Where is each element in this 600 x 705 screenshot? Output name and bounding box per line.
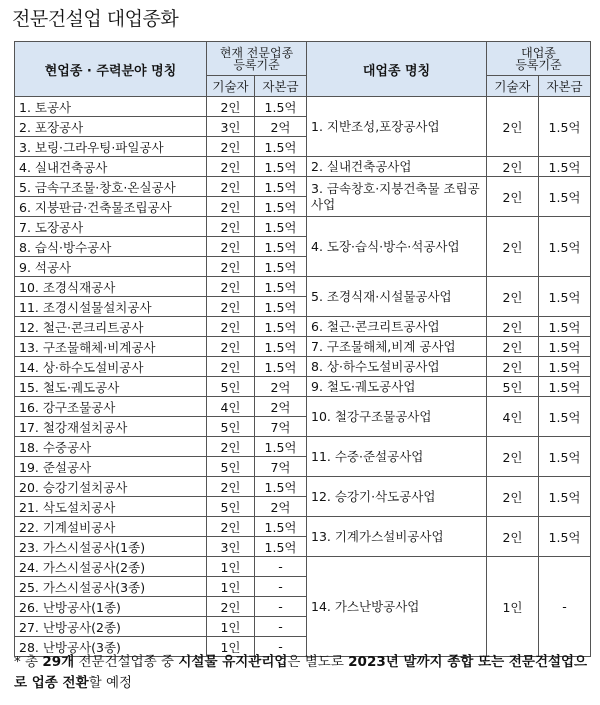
current-tech: 1인 — [207, 557, 255, 577]
current-capital: 1.5억 — [255, 137, 307, 157]
current-industry-name: 17. 철강재설치공사 — [15, 417, 207, 437]
table-row — [15, 157, 591, 177]
new-capital: 1.5억 — [539, 437, 591, 477]
new-industry-name: 11. 수중·준설공사업 — [307, 437, 487, 477]
current-industry-name: 25. 가스시설공사(3종) — [15, 577, 207, 597]
header-current-criteria — [207, 42, 307, 76]
new-tech: 2인 — [487, 337, 539, 357]
current-capital: 1.5억 — [255, 177, 307, 197]
footnote-text: 할 예정 — [88, 675, 133, 691]
header-current-criteria-line1: 현재 전문업종 — [219, 45, 294, 60]
new-tech: 2인 — [487, 277, 539, 317]
table-row — [15, 477, 591, 497]
current-capital: 1.5억 — [255, 337, 307, 357]
table-row — [15, 177, 591, 197]
current-capital: 1.5억 — [255, 97, 307, 117]
new-tech: 2인 — [487, 177, 539, 217]
current-industry-name: 4. 실내건축공사 — [15, 157, 207, 177]
header-current-capital: 자본금 — [255, 76, 307, 97]
current-industry-name: 23. 가스시설공사(1종) — [15, 537, 207, 557]
new-capital: 1.5억 — [539, 517, 591, 557]
new-industry-name: 8. 상·하수도설비공사업 — [307, 357, 487, 377]
page-title: 전문건설업 대업종화 — [12, 8, 179, 30]
current-capital: 1.5억 — [255, 237, 307, 257]
new-industry-name: 2. 실내건축공사업 — [307, 157, 487, 177]
table-row — [15, 357, 591, 377]
header-new-criteria — [487, 42, 591, 76]
current-capital: 1.5억 — [255, 197, 307, 217]
new-tech: 2인 — [487, 97, 539, 157]
current-tech: 2인 — [207, 517, 255, 537]
current-industry-name: 8. 습식·방수공사 — [15, 237, 207, 257]
new-industry-name: 12. 승강기·삭도공사업 — [307, 477, 487, 517]
current-capital: - — [255, 557, 307, 577]
new-industry-name: 1. 지반조성,포장공사업 — [307, 97, 487, 157]
current-tech: 2인 — [207, 177, 255, 197]
footnote-text: 은 별도로 — [287, 654, 349, 670]
current-tech: 5인 — [207, 377, 255, 397]
new-capital: 1.5억 — [539, 277, 591, 317]
current-capital: 1.5억 — [255, 477, 307, 497]
header-current-criteria-line2: 등록기준 — [233, 57, 280, 72]
footnote-bold: 2023년 말까지 종합 또는 전문건설업으로 업종 전환 — [14, 654, 588, 691]
current-industry-name: 5. 금속구조물·창호·온실공사 — [15, 177, 207, 197]
footnote-text: * 총 — [14, 654, 43, 670]
header-new-capital: 자본금 — [539, 76, 591, 97]
industry-conversion-table — [14, 41, 591, 657]
table-row — [15, 217, 591, 237]
current-capital: 1.5억 — [255, 517, 307, 537]
new-industry-name: 13. 기계가스설비공사업 — [307, 517, 487, 557]
current-industry-name: 2. 포장공사 — [15, 117, 207, 137]
current-industry-name: 18. 수중공사 — [15, 437, 207, 457]
header-current-industry: 현업종 · 주력분야 명칭 — [15, 42, 207, 97]
current-tech: 4인 — [207, 397, 255, 417]
current-industry-name: 19. 준설공사 — [15, 457, 207, 477]
current-industry-name: 28. 난방공사(3종) — [15, 637, 207, 657]
header-current-tech: 기술자 — [207, 76, 255, 97]
current-capital: 1.5억 — [255, 257, 307, 277]
current-industry-name: 10. 조경식재공사 — [15, 277, 207, 297]
new-capital: 1.5억 — [539, 337, 591, 357]
current-industry-name: 9. 석공사 — [15, 257, 207, 277]
current-tech: 2인 — [207, 137, 255, 157]
new-tech: 2인 — [487, 437, 539, 477]
current-tech: 2인 — [207, 197, 255, 217]
current-capital: 1.5억 — [255, 297, 307, 317]
current-industry-name: 6. 지붕판금·건축물조립공사 — [15, 197, 207, 217]
footnote — [14, 652, 590, 694]
new-capital: 1.5억 — [539, 377, 591, 397]
current-capital: 7억 — [255, 417, 307, 437]
table-row — [15, 317, 591, 337]
current-tech: 2인 — [207, 297, 255, 317]
current-industry-name: 14. 상·하수도설비공사 — [15, 357, 207, 377]
table-row — [15, 377, 591, 397]
current-capital: 2억 — [255, 377, 307, 397]
current-tech: 2인 — [207, 277, 255, 297]
new-capital: 1.5억 — [539, 97, 591, 157]
current-tech: 2인 — [207, 437, 255, 457]
new-capital: 1.5억 — [539, 217, 591, 277]
new-industry-name: 6. 철근·콘크리트공사업 — [307, 317, 487, 337]
new-industry-name: 10. 철강구조물공사업 — [307, 397, 487, 437]
current-tech: 2인 — [207, 357, 255, 377]
current-industry-name: 27. 난방공사(2종) — [15, 617, 207, 637]
header-new-criteria-line2: 등록기준 — [515, 57, 562, 72]
current-tech: 3인 — [207, 537, 255, 557]
footnote-bold: 시설물 유지관리업 — [178, 654, 288, 670]
current-capital: 2억 — [255, 497, 307, 517]
header-new-industry: 대업종 명칭 — [307, 42, 487, 97]
new-capital: 1.5억 — [539, 177, 591, 217]
current-industry-name: 24. 가스시설공사(2종) — [15, 557, 207, 577]
current-capital: 1.5억 — [255, 217, 307, 237]
current-capital: 2억 — [255, 397, 307, 417]
current-tech: 5인 — [207, 417, 255, 437]
table-row — [15, 397, 591, 417]
new-capital: 1.5억 — [539, 157, 591, 177]
current-industry-name: 7. 도장공사 — [15, 217, 207, 237]
current-capital: - — [255, 617, 307, 637]
current-tech: 3인 — [207, 117, 255, 137]
current-tech: 5인 — [207, 497, 255, 517]
footnote-text: 전문건설업종 중 — [74, 654, 179, 670]
current-capital: 1.5억 — [255, 317, 307, 337]
new-capital: 1.5억 — [539, 357, 591, 377]
new-industry-name: 9. 철도·궤도공사업 — [307, 377, 487, 397]
header-new-tech: 기술자 — [487, 76, 539, 97]
new-tech: 2인 — [487, 217, 539, 277]
new-tech: 5인 — [487, 377, 539, 397]
current-industry-name: 11. 조경시설물설치공사 — [15, 297, 207, 317]
footnote-bold: 29개 — [42, 654, 75, 670]
current-industry-name: 22. 기계설비공사 — [15, 517, 207, 537]
current-tech: 2인 — [207, 337, 255, 357]
current-tech: 1인 — [207, 577, 255, 597]
new-tech: 2인 — [487, 157, 539, 177]
current-industry-name: 20. 승강기설치공사 — [15, 477, 207, 497]
table-row — [15, 97, 591, 117]
current-industry-name: 26. 난방공사(1종) — [15, 597, 207, 617]
new-industry-name: 7. 구조물해체,비계 공사업 — [307, 337, 487, 357]
current-industry-name: 1. 토공사 — [15, 97, 207, 117]
current-tech: 2인 — [207, 97, 255, 117]
current-industry-name: 21. 삭도설치공사 — [15, 497, 207, 517]
new-tech: 2인 — [487, 517, 539, 557]
current-tech: 2인 — [207, 217, 255, 237]
current-capital: 1.5억 — [255, 437, 307, 457]
current-capital: 1.5억 — [255, 277, 307, 297]
new-tech: 2인 — [487, 477, 539, 517]
current-tech: 1인 — [207, 637, 255, 657]
current-industry-name: 12. 철근·콘크리트공사 — [15, 317, 207, 337]
new-tech: 2인 — [487, 357, 539, 377]
current-industry-name: 16. 강구조물공사 — [15, 397, 207, 417]
current-tech: 2인 — [207, 597, 255, 617]
new-capital: - — [539, 557, 591, 657]
new-industry-name: 5. 조경식재·시설물공사업 — [307, 277, 487, 317]
current-capital: 1.5억 — [255, 157, 307, 177]
current-tech: 2인 — [207, 157, 255, 177]
current-capital: 1.5억 — [255, 537, 307, 557]
table-row — [15, 517, 591, 537]
current-tech: 2인 — [207, 317, 255, 337]
new-tech: 2인 — [487, 317, 539, 337]
new-capital: 1.5억 — [539, 477, 591, 517]
new-industry-name: 4. 도장·습식·방수·석공사업 — [307, 217, 487, 277]
current-capital: 7억 — [255, 457, 307, 477]
header-new-criteria-line1: 대업종 — [521, 45, 556, 60]
current-industry-name: 3. 보링·그라우팅·파일공사 — [15, 137, 207, 157]
current-tech: 1인 — [207, 617, 255, 637]
current-tech: 2인 — [207, 477, 255, 497]
table-row — [15, 337, 591, 357]
table-row — [15, 557, 591, 577]
current-capital: - — [255, 597, 307, 617]
new-tech: 1인 — [487, 557, 539, 657]
new-industry-name: 14. 가스난방공사업 — [307, 557, 487, 657]
current-industry-name: 15. 철도·궤도공사 — [15, 377, 207, 397]
current-tech: 2인 — [207, 257, 255, 277]
current-capital: 1.5억 — [255, 357, 307, 377]
current-capital: - — [255, 577, 307, 597]
new-tech: 4인 — [487, 397, 539, 437]
current-capital: - — [255, 637, 307, 657]
table-row — [15, 437, 591, 457]
new-capital: 1.5억 — [539, 317, 591, 337]
new-industry-name: 3. 금속창호·지붕건축물 조립공사업 — [307, 177, 487, 217]
current-industry-name: 13. 구조물해체·비계공사 — [15, 337, 207, 357]
table-row — [15, 277, 591, 297]
new-capital: 1.5억 — [539, 397, 591, 437]
current-tech: 2인 — [207, 237, 255, 257]
current-tech: 5인 — [207, 457, 255, 477]
current-capital: 2억 — [255, 117, 307, 137]
